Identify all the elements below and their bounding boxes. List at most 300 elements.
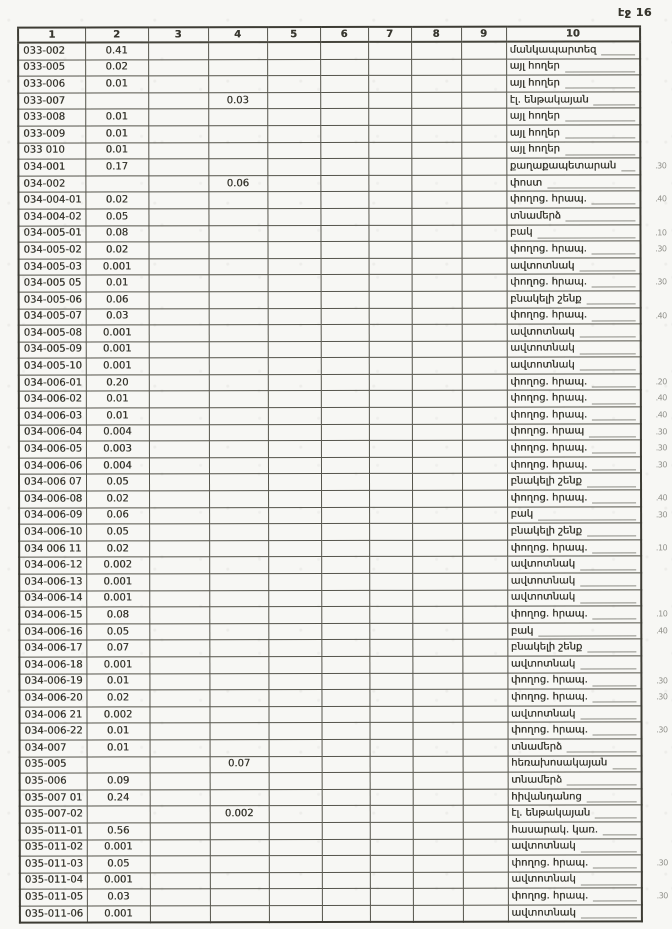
cell-empty	[369, 524, 412, 541]
cell-empty	[412, 308, 462, 325]
cell-empty	[462, 673, 507, 690]
cell-empty	[413, 756, 463, 773]
landuse-label: ավտոտնակ	[510, 575, 576, 587]
table-row	[20, 755, 642, 773]
cell-empty	[149, 624, 209, 641]
cell-empty	[149, 574, 209, 591]
cell-empty	[321, 706, 369, 723]
cell-empty	[150, 789, 210, 806]
cell-landuse	[507, 689, 668, 706]
cell-area: 0.004	[86, 425, 149, 442]
landuse-label: տնամերձ	[511, 774, 563, 786]
cell-parcel-code: 035-011-03	[20, 856, 87, 873]
cell-empty	[462, 490, 507, 507]
cell-col4-area	[209, 424, 268, 441]
cell-empty	[321, 474, 369, 491]
column-header-7: 7	[368, 27, 411, 42]
cell-empty	[412, 640, 462, 657]
cell-col4-area	[208, 225, 267, 242]
cell-parcel-code: 034-006-08	[19, 491, 86, 508]
cell-empty	[462, 640, 507, 657]
cell-landuse	[506, 141, 640, 158]
cell-col4-area	[209, 391, 268, 408]
landuse-label: բակ	[509, 226, 533, 238]
cell-parcel-code: 033-002	[18, 43, 85, 60]
cell-empty	[369, 358, 412, 375]
cell-empty	[369, 540, 412, 557]
cell-col4-area	[209, 358, 268, 375]
cell-empty	[369, 689, 412, 706]
cell-empty	[150, 740, 210, 757]
margin-note: .30	[655, 426, 667, 436]
scan-underline	[579, 270, 635, 271]
landuse-label: բակ	[510, 508, 534, 521]
cell-landuse	[508, 722, 668, 739]
cell-empty	[369, 457, 412, 474]
cell-empty	[461, 191, 506, 208]
cell-empty	[269, 806, 322, 823]
cell-empty	[149, 325, 209, 342]
cell-empty	[369, 407, 412, 424]
cell-empty	[321, 656, 369, 673]
cell-empty	[321, 258, 369, 275]
cell-empty	[320, 225, 368, 242]
cell-empty	[322, 839, 370, 856]
table-row	[20, 888, 642, 906]
cell-empty	[322, 773, 370, 790]
margin-note: .40	[655, 410, 667, 420]
cell-landuse	[507, 490, 668, 507]
cell-landuse	[507, 274, 667, 291]
cell-empty	[369, 474, 412, 491]
table-row	[19, 307, 641, 325]
cell-parcel-code: 035-007-02	[20, 806, 87, 823]
cell-landuse	[506, 75, 640, 92]
cell-empty	[268, 656, 321, 673]
cell-col4-area	[210, 823, 269, 840]
table-row	[19, 374, 641, 392]
cell-empty	[148, 142, 208, 159]
cell-empty	[268, 474, 321, 491]
scan-underline	[581, 884, 637, 885]
cell-col4-area	[209, 242, 268, 259]
cell-empty	[369, 324, 412, 341]
cell-area: 0.20	[86, 375, 149, 392]
cell-empty	[462, 440, 507, 457]
table-row	[19, 473, 641, 491]
table-row	[20, 805, 642, 823]
landuse-label: փողոց. հրապ.	[511, 857, 589, 869]
cell-col4-area	[209, 491, 268, 508]
table-row	[18, 141, 640, 159]
cell-empty	[268, 491, 321, 508]
cell-parcel-code: 034-006-06	[19, 458, 86, 475]
scan-underline	[580, 668, 636, 669]
cell-empty	[267, 109, 320, 126]
cell-empty	[268, 325, 321, 342]
cell-empty	[148, 59, 208, 76]
cell-empty	[149, 507, 209, 524]
cell-empty	[321, 341, 369, 358]
cell-landuse	[507, 457, 667, 474]
cell-empty	[268, 408, 321, 425]
cell-empty	[462, 590, 507, 607]
landuse-label: փողոց. հրապ.	[510, 442, 588, 454]
cell-empty	[321, 540, 369, 557]
scan-underline	[587, 801, 637, 802]
cell-empty	[320, 109, 368, 126]
column-header-5: 5	[267, 27, 320, 42]
cell-empty	[368, 158, 411, 175]
cell-empty	[461, 75, 506, 92]
cell-empty	[321, 242, 369, 259]
cell-empty	[369, 590, 412, 607]
cell-empty	[412, 241, 462, 258]
cell-empty	[412, 557, 462, 574]
cell-empty	[150, 856, 210, 873]
cell-empty	[268, 623, 321, 640]
cell-empty	[148, 225, 208, 242]
cell-empty	[369, 573, 412, 590]
cell-empty	[269, 723, 322, 740]
cell-empty	[150, 806, 210, 823]
cell-area: 0.01	[86, 408, 149, 425]
table-row	[19, 506, 641, 524]
cell-empty	[370, 855, 413, 872]
cell-empty	[149, 424, 209, 441]
cell-empty	[411, 175, 461, 192]
landuse-label: ավտոտնակ	[510, 708, 576, 720]
landuse-label: ավտոտնակ	[510, 260, 575, 272]
table-row	[19, 639, 641, 657]
cell-empty	[267, 225, 320, 242]
cell-parcel-code: 035-007 01	[20, 790, 87, 807]
cell-empty	[369, 275, 412, 292]
cell-empty	[463, 822, 508, 839]
cell-area: 0.05	[85, 209, 148, 226]
cell-empty	[461, 109, 506, 126]
cell-empty	[148, 76, 208, 93]
table-row	[19, 623, 641, 641]
column-header-2: 2	[85, 27, 148, 42]
cell-col4-area	[209, 275, 268, 292]
cell-landuse	[506, 224, 667, 241]
cell-empty	[149, 474, 209, 491]
cell-landuse	[507, 639, 641, 656]
cell-col4-area	[209, 375, 268, 392]
landuse-label: փողոց. հրապ.	[510, 376, 588, 388]
cell-area: 0.003	[86, 441, 149, 458]
cell-empty	[268, 374, 321, 391]
scan-underline	[601, 54, 635, 55]
cell-empty	[462, 457, 507, 474]
scan-underline	[537, 237, 635, 238]
cell-empty	[149, 607, 209, 624]
column-header-9: 9	[461, 27, 506, 42]
cell-empty	[369, 490, 412, 507]
cell-empty	[321, 374, 369, 391]
cell-empty	[148, 109, 208, 126]
cell-empty	[412, 706, 462, 723]
cell-landuse	[506, 158, 667, 175]
scan-underline	[565, 88, 635, 89]
scan-underline	[589, 436, 636, 437]
cell-empty	[462, 606, 507, 623]
table-row	[20, 838, 642, 856]
cell-empty	[321, 607, 369, 624]
cell-landuse	[506, 175, 640, 192]
scan-underline	[594, 104, 636, 105]
table-row	[20, 872, 642, 890]
cell-empty	[149, 358, 209, 375]
scan-underline	[580, 370, 636, 371]
cell-area: 0.02	[85, 59, 148, 76]
cell-empty	[321, 573, 369, 590]
cell-landuse	[507, 606, 668, 623]
cell-empty	[370, 905, 413, 922]
cell-empty	[268, 607, 321, 624]
cell-empty	[148, 209, 208, 226]
cell-col4-area	[210, 773, 269, 790]
cell-area: 0.07	[86, 640, 149, 657]
cell-empty	[411, 158, 461, 175]
margin-note: .30	[655, 509, 668, 519]
cell-empty	[461, 208, 506, 225]
cell-area	[87, 806, 150, 823]
table-body	[18, 41, 668, 923]
cell-area: 0.01	[86, 673, 149, 690]
cell-parcel-code: 034-006-19	[19, 674, 86, 691]
cell-landuse	[507, 241, 667, 258]
land-register-table	[17, 25, 668, 924]
table-row	[19, 440, 641, 458]
scan-underline	[593, 868, 637, 869]
cell-col4-area	[209, 540, 268, 557]
cell-col4-area	[209, 474, 268, 491]
cell-col4-area	[209, 441, 268, 458]
cell-parcel-code: 033-007	[18, 93, 85, 110]
cell-empty	[462, 540, 507, 557]
cell-empty	[320, 175, 368, 192]
cell-empty	[149, 292, 209, 309]
cell-empty	[462, 623, 507, 640]
cell-empty	[320, 59, 368, 76]
margin-note: .40	[655, 393, 667, 403]
cell-empty	[149, 657, 209, 674]
cell-empty	[463, 722, 508, 739]
table-row	[19, 672, 641, 690]
table-row	[18, 175, 640, 193]
cell-area: 0.001	[86, 590, 149, 607]
landuse-label: ավտոտնակ	[510, 326, 575, 338]
cell-area: 0.01	[86, 391, 149, 408]
table-row	[19, 573, 641, 591]
cell-empty	[369, 241, 412, 258]
scan-underline	[592, 403, 636, 404]
cell-empty	[368, 59, 411, 76]
cell-empty	[322, 856, 370, 873]
margin-note: .30	[656, 675, 668, 685]
cell-empty	[462, 424, 507, 441]
cell-empty	[412, 689, 462, 706]
cell-empty	[268, 574, 321, 591]
cell-area: 0.01	[86, 275, 149, 292]
cell-col4-area	[208, 142, 267, 159]
cell-empty	[369, 258, 412, 275]
cell-empty	[461, 125, 506, 142]
cell-empty	[461, 158, 506, 175]
cell-empty	[463, 872, 508, 889]
table-row	[18, 92, 640, 110]
scan-underline	[565, 137, 635, 138]
cell-empty	[269, 773, 322, 790]
cell-area: 0.01	[87, 740, 150, 757]
cell-area: 0.001	[87, 873, 150, 890]
cell-empty	[267, 42, 320, 59]
cell-empty	[462, 291, 507, 308]
cell-parcel-code: 035-011-04	[20, 873, 87, 890]
cell-empty	[369, 374, 412, 391]
cell-empty	[462, 241, 507, 258]
table-row	[19, 589, 641, 607]
column-header-3: 3	[148, 27, 208, 42]
cell-area: 0.06	[86, 508, 149, 525]
cell-empty	[412, 590, 462, 607]
cell-landuse	[506, 208, 640, 225]
cell-area: 0.09	[87, 773, 150, 790]
cell-parcel-code: 034-005-03	[19, 259, 86, 276]
cell-empty	[462, 689, 507, 706]
cell-empty	[462, 357, 507, 374]
cell-parcel-code: 034-006-09	[19, 508, 86, 525]
cell-parcel-code: 034-005 05	[19, 275, 86, 292]
landuse-label: փողոց. հրապ.	[510, 392, 588, 404]
cell-empty	[268, 308, 321, 325]
cell-empty	[268, 275, 321, 292]
cell-empty	[269, 822, 322, 839]
cell-empty	[149, 640, 209, 657]
table-row	[20, 739, 642, 757]
cell-col4-area	[209, 308, 268, 325]
cell-area: 0.001	[86, 325, 149, 342]
cell-area	[85, 93, 148, 110]
cell-landuse	[508, 805, 642, 822]
cell-empty	[368, 76, 411, 93]
margin-note: .30	[655, 244, 667, 254]
cell-empty	[150, 906, 210, 923]
cell-parcel-code: 034-006-02	[19, 391, 86, 408]
cell-landuse	[508, 789, 642, 806]
table-row	[18, 208, 640, 226]
scan-underline	[581, 917, 637, 918]
cell-empty	[370, 789, 413, 806]
scan-underline	[603, 834, 637, 835]
cell-empty	[321, 673, 369, 690]
cell-empty	[268, 590, 321, 607]
cell-empty	[148, 126, 208, 143]
cell-empty	[149, 673, 209, 690]
cell-landuse	[506, 125, 640, 142]
cell-empty	[370, 822, 413, 839]
landuse-label: հեռախոսակայան	[511, 757, 608, 769]
cell-empty	[462, 523, 507, 540]
table-row	[19, 291, 641, 309]
table-row	[20, 822, 642, 840]
cell-col4-area: 0.06	[208, 175, 267, 192]
cell-area: 0.004	[86, 458, 149, 475]
cell-empty	[322, 789, 370, 806]
cell-parcel-code: 034-005-02	[19, 242, 86, 259]
cell-empty	[269, 872, 322, 889]
landuse-label: փողոց. հրապ.	[510, 276, 587, 288]
cell-empty	[320, 208, 368, 225]
cell-empty	[413, 822, 463, 839]
scan-underline	[592, 320, 636, 321]
table-row	[19, 540, 641, 558]
cell-col4-area	[208, 126, 267, 143]
cell-empty	[462, 573, 507, 590]
cell-parcel-code: 034-006-14	[19, 591, 86, 608]
table-row	[19, 407, 641, 425]
landuse-label: փողոց. հրապ.	[510, 608, 588, 620]
cell-area: 0.001	[86, 358, 149, 375]
cell-landuse	[507, 407, 667, 424]
cell-empty	[412, 424, 462, 441]
cell-empty	[368, 125, 411, 142]
landuse-label: էլ. ենթակայան	[511, 807, 591, 819]
cell-empty	[463, 905, 508, 922]
scan-underline	[612, 768, 637, 769]
cell-empty	[369, 424, 412, 441]
cell-empty	[321, 524, 369, 541]
cell-empty	[368, 225, 411, 242]
cell-empty	[268, 540, 321, 557]
cell-empty	[268, 358, 321, 375]
landuse-label: փողոց. հրապ.	[510, 691, 588, 703]
table-row	[20, 772, 642, 790]
cell-empty	[368, 109, 411, 126]
landuse-label: փողոց. հրապ.	[509, 193, 587, 205]
cell-area	[87, 756, 150, 773]
cell-empty	[148, 93, 208, 110]
scan-underline	[565, 154, 635, 155]
scan-underline	[592, 552, 636, 553]
cell-empty	[269, 905, 322, 922]
cell-parcel-code: 034-001	[18, 159, 85, 176]
cell-empty	[268, 457, 321, 474]
cell-empty	[411, 225, 461, 242]
cell-empty	[267, 142, 320, 159]
cell-empty	[320, 125, 368, 142]
cell-empty	[369, 341, 412, 358]
cell-area: 0.56	[87, 823, 150, 840]
cell-empty	[462, 341, 507, 358]
cell-parcel-code: 034-005-07	[19, 309, 86, 326]
cell-area: 0.001	[87, 906, 150, 923]
cell-empty	[321, 441, 369, 458]
cell-parcel-code: 034 006 11	[19, 541, 86, 558]
cell-col4-area	[210, 839, 269, 856]
cell-empty	[149, 308, 209, 325]
cell-empty	[322, 806, 370, 823]
cell-empty	[413, 739, 463, 756]
cell-empty	[322, 872, 370, 889]
cell-empty	[462, 308, 507, 325]
cell-empty	[267, 92, 320, 109]
cell-empty	[321, 275, 369, 292]
cell-empty	[149, 590, 209, 607]
cell-empty	[369, 507, 412, 524]
